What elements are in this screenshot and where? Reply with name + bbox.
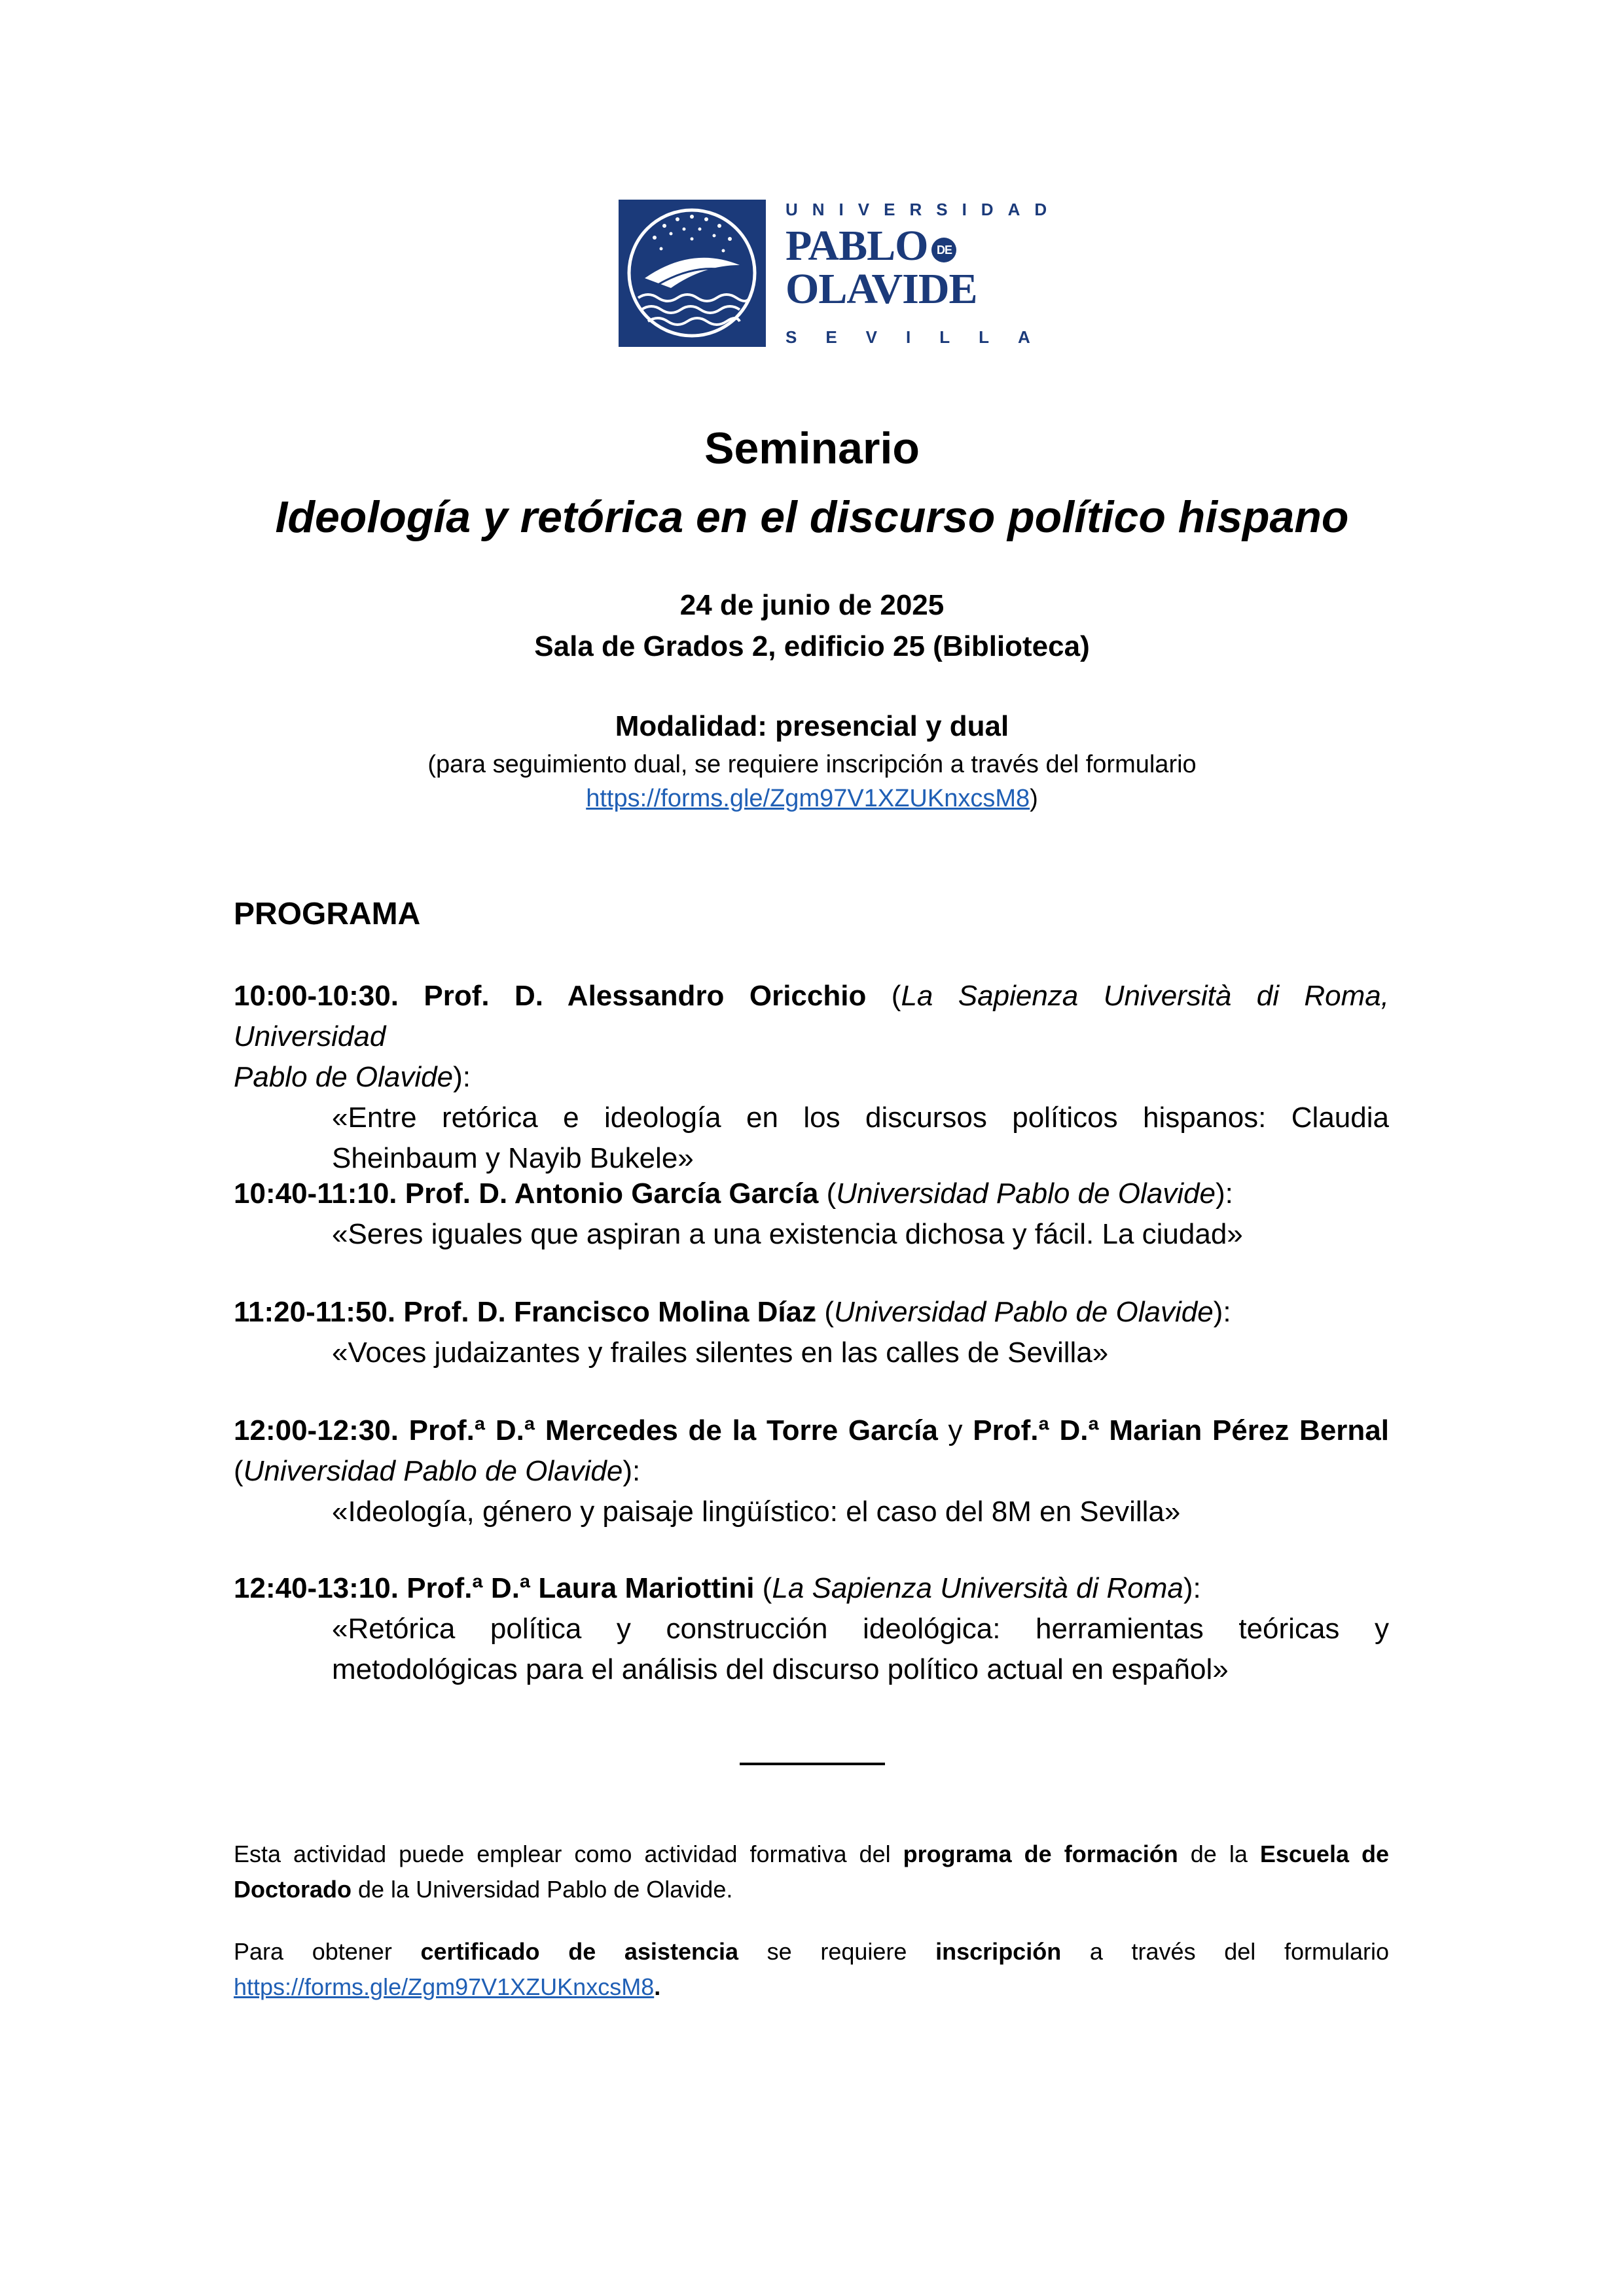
dual-registration-link-line	[196, 781, 1428, 816]
talk-line-1: «Entre retórica e ideología en los discursos políticos hispanos: Claudia	[332, 1102, 1389, 1134]
affil-open: (	[816, 1296, 834, 1328]
session-time: 10:40-11:10.	[234, 1177, 397, 1210]
note-close-paren: )	[1030, 785, 1038, 812]
session-speaker: Prof. D. Francisco Molina Díaz	[403, 1296, 817, 1328]
footer-emphasis: inscripción	[935, 1938, 1062, 1965]
event-title: Ideología y retórica en el discurso político hispano	[275, 492, 1349, 542]
session-speaker-2: Prof.ª D.ª Marian Pérez Bernal	[973, 1414, 1389, 1446]
affil-close: ):	[1183, 1572, 1201, 1604]
session-time: 10:00-10:30.	[234, 980, 399, 1012]
talk-line-2: Sheinbaum y Nayib Bukele»	[332, 1142, 694, 1174]
session-3-header	[234, 1292, 1389, 1333]
footer-emphasis: programa de formación	[903, 1841, 1178, 1867]
logo-line-universidad: UNIVERSIDAD	[785, 200, 1062, 219]
session-2	[234, 1174, 1389, 1255]
section-divider	[740, 1763, 885, 1765]
session-talk	[234, 1492, 1389, 1532]
footer-paragraph-2	[234, 1934, 1389, 2005]
session-3	[234, 1292, 1389, 1373]
logo-emblem-icon	[619, 200, 766, 347]
session-4-header-cont	[234, 1451, 1389, 1492]
session-1	[234, 976, 1389, 1179]
programa-heading: PROGRAMA	[234, 897, 421, 931]
footer-text: Para obtener	[234, 1938, 421, 1965]
session-affiliation: Universidad Pablo de Olavide	[243, 1455, 623, 1487]
session-affiliation: Universidad Pablo de Olavide	[834, 1296, 1214, 1328]
event-date: 24 de junio de 2025	[679, 589, 945, 621]
session-affiliation: La Sapienza Università di Roma, Universidad	[234, 980, 1389, 1052]
affil-open: (	[234, 1455, 244, 1487]
speaker-conjunction: y	[937, 1414, 973, 1446]
dual-registration-note: (para seguimiento dual, se requiere inscripción a través del formulario	[427, 751, 1197, 778]
footer-text: de la Universidad Pablo de Olavide.	[352, 1876, 733, 1903]
footer-paragraph-1	[234, 1837, 1389, 1907]
footer-text: a través del formulario	[1061, 1938, 1390, 1965]
talk-line-2: metodológicas para el análisis del discurso político actual en español»	[332, 1653, 1229, 1685]
affil-open: (	[866, 980, 901, 1012]
session-talk	[234, 1214, 1389, 1255]
affil-close: ):	[1213, 1296, 1231, 1328]
affil-open: (	[754, 1572, 772, 1604]
session-2-header	[234, 1174, 1389, 1214]
footer-p1-line-2	[234, 1872, 1389, 1907]
logo-line-olavide: OLAVIDE	[785, 265, 977, 313]
footer-p2-line-2	[234, 1969, 1389, 2005]
session-1-header-cont	[234, 1057, 1389, 1098]
certificate-form-link[interactable]: https://forms.gle/Zgm97V1XZUKnxcsM8	[234, 1973, 655, 2000]
session-affiliation: Universidad Pablo de Olavide	[836, 1177, 1216, 1210]
session-4-header	[234, 1410, 1389, 1451]
university-logo	[619, 200, 1062, 347]
talk-line-1: «Retórica política y construcción ideológica: herramientas teóricas y	[332, 1613, 1389, 1645]
session-talk	[234, 1333, 1389, 1373]
talk-line: «Seres iguales que aspiran a una existencia dichosa y fácil. La ciudad»	[332, 1218, 1243, 1250]
footer-p2-line-1	[234, 1934, 1389, 1969]
footer-emphasis: Escuela de	[1259, 1841, 1389, 1867]
session-speaker: Prof. D. Antonio García García	[405, 1177, 819, 1210]
session-speaker: Prof.ª D.ª Laura Mariottini	[406, 1572, 755, 1604]
event-modality: Modalidad: presencial y dual	[615, 710, 1009, 742]
session-speaker: Prof. D. Alessandro Oricchio	[424, 980, 867, 1012]
affil-open: (	[818, 1177, 837, 1210]
affil-close: ):	[623, 1455, 641, 1487]
talk-line: «Voces judaizantes y frailes silentes en las calles de Sevilla»	[332, 1337, 1109, 1369]
footer-text: se requiere	[738, 1938, 936, 1965]
session-5	[234, 1568, 1389, 1690]
footer-text: Esta actividad puede emplear como actividad formativa del	[234, 1841, 903, 1867]
footer-text: de la	[1178, 1841, 1260, 1867]
logo-line-sevilla: SEVILLA	[785, 327, 1059, 347]
logo-line-pablo	[785, 222, 1005, 270]
session-time: 12:40-13:10.	[234, 1572, 399, 1604]
event-venue: Sala de Grados 2, edificio 25 (Biblioteca)	[534, 630, 1090, 662]
registration-form-link[interactable]: https://forms.gle/Zgm97V1XZUKnxcsM8	[586, 785, 1030, 812]
session-time: 12:00-12:30.	[234, 1414, 399, 1446]
session-affiliation: La Sapienza Università di Roma	[772, 1572, 1183, 1604]
session-speaker: Prof.ª D.ª Mercedes de la Torre García	[408, 1414, 938, 1446]
session-talk	[234, 1098, 1389, 1179]
session-talk	[234, 1609, 1389, 1690]
session-5-header	[234, 1568, 1389, 1609]
talk-line: «Ideología, género y paisaje lingüístico: el caso del 8M en Sevilla»	[332, 1496, 1181, 1528]
session-4	[234, 1410, 1389, 1532]
logo-pablo-text: PABLO	[785, 222, 928, 270]
event-kind: Seminario	[704, 423, 920, 473]
footer-end-period: .	[654, 1973, 661, 2000]
logo-wordmark	[785, 200, 1062, 347]
session-time: 11:20-11:50.	[234, 1296, 396, 1328]
footer-emphasis: certificado de asistencia	[420, 1938, 739, 1965]
affil-close: ):	[453, 1061, 471, 1093]
session-1-header	[234, 976, 1389, 1057]
footer-emphasis: Doctorado	[234, 1876, 352, 1903]
affil-close: ):	[1215, 1177, 1233, 1210]
footer-p1-line-1	[234, 1837, 1389, 1872]
logo-de-badge: DE	[931, 238, 956, 262]
session-affiliation-cont: Pablo de Olavide	[234, 1061, 454, 1093]
